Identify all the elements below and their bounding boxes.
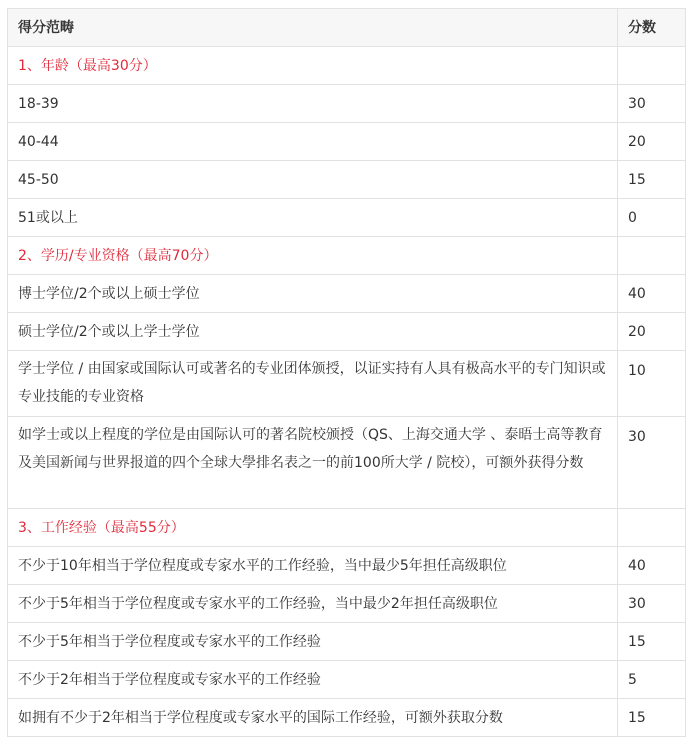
score-cell: 0 [618, 199, 686, 237]
category-cell: 学士学位 / 由国家或国际认可或著名的专业团体颁授，以证实持有人具有极高水平的专门知识或专业技能的专业资格 [8, 351, 618, 417]
score-cell: 30 [618, 85, 686, 123]
table-row [8, 417, 686, 509]
category-cell: 硕士学位/2个或以上学士学位 [8, 313, 618, 351]
category-cell: 博士学位/2个或以上硕士学位 [8, 275, 618, 313]
score-cell: 15 [618, 623, 686, 661]
category-cell: 如学士或以上程度的学位是由国际认可的著名院校颁授（QS、上海交通大学 、泰晤士高等教育及美国新闻与世界报道的四个全球大學排名表之一的前100所大学 / 院校），可额外获得分数 [8, 417, 618, 509]
table-row [8, 623, 686, 661]
header-score: 分数 [618, 9, 686, 47]
table-row [8, 85, 686, 123]
category-cell: 18-39 [8, 85, 618, 123]
table-row [8, 661, 686, 699]
score-cell [618, 47, 686, 85]
score-cell: 10 [618, 351, 686, 417]
table-row [8, 313, 686, 351]
table-row [8, 123, 686, 161]
category-cell: 40-44 [8, 123, 618, 161]
score-cell: 20 [618, 123, 686, 161]
score-cell: 30 [618, 585, 686, 623]
table-row [8, 275, 686, 313]
table-row [8, 699, 686, 737]
score-cell: 40 [618, 275, 686, 313]
section-label: 3、工作经验（最高55分） [8, 509, 618, 547]
category-cell: 不少于10年相当于学位程度或专家水平的工作经验，当中最少5年担任高级职位 [8, 547, 618, 585]
category-cell: 如拥有不少于2年相当于学位程度或专家水平的国际工作经验，可额外获取分数 [8, 699, 618, 737]
section-label: 1、年龄（最高30分） [8, 47, 618, 85]
score-table [7, 8, 686, 737]
table-row [8, 199, 686, 237]
section-row-experience [8, 509, 686, 547]
table-row [8, 585, 686, 623]
table-row [8, 547, 686, 585]
table-row [8, 161, 686, 199]
section-label: 2、学历/专业资格（最高70分） [8, 237, 618, 275]
score-cell [618, 237, 686, 275]
score-cell: 20 [618, 313, 686, 351]
category-cell: 51或以上 [8, 199, 618, 237]
score-cell: 15 [618, 699, 686, 737]
category-cell: 45-50 [8, 161, 618, 199]
score-cell: 5 [618, 661, 686, 699]
score-cell: 15 [618, 161, 686, 199]
score-cell [618, 509, 686, 547]
header-category: 得分范畴 [8, 9, 618, 47]
table-header-row [8, 9, 686, 47]
section-row-age [8, 47, 686, 85]
score-cell: 30 [618, 417, 686, 509]
category-cell: 不少于2年相当于学位程度或专家水平的工作经验 [8, 661, 618, 699]
category-cell: 不少于5年相当于学位程度或专家水平的工作经验，当中最少2年担任高级职位 [8, 585, 618, 623]
category-cell: 不少于5年相当于学位程度或专家水平的工作经验 [8, 623, 618, 661]
section-row-education [8, 237, 686, 275]
score-cell: 40 [618, 547, 686, 585]
table-row [8, 351, 686, 417]
